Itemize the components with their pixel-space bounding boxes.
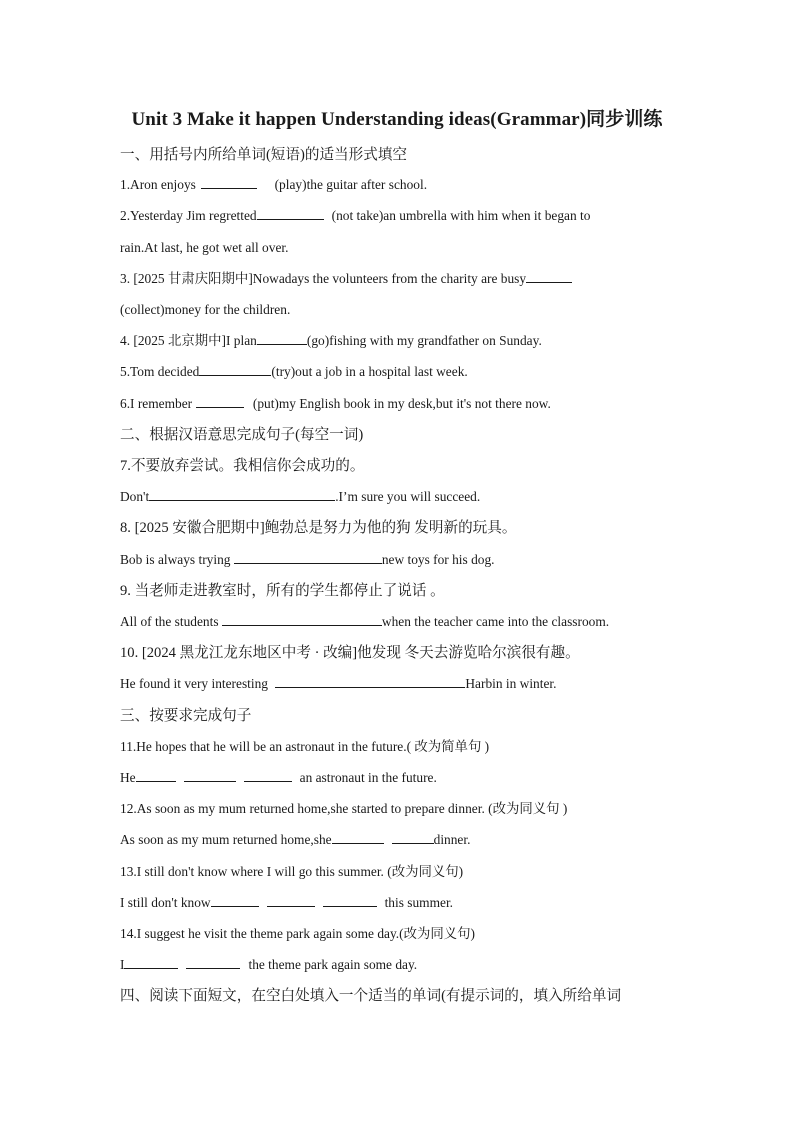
question-4-stem: 4. [2025 北京期中]I plan [120, 333, 257, 348]
question-12-answer [120, 830, 470, 850]
question-6-tail: (put)my English book in my desk,but it's not there now. [252, 396, 551, 411]
question-1-stem: 1.Aron enjoys [120, 177, 196, 192]
question-8-tail: new toys for his dog. [381, 552, 495, 567]
question-9 [120, 612, 609, 632]
question-5 [120, 362, 468, 382]
answer-blank[interactable] [222, 612, 382, 626]
question-13-answer [120, 893, 453, 913]
question-2-stem: 2.Yesterday Jim regretted [120, 208, 257, 223]
page-title: Unit 3 Make it happen Understanding ideas(Grammar)同步训练 [131, 109, 663, 130]
question-13-tail: this summer. [384, 895, 454, 910]
answer-blank[interactable] [124, 955, 178, 969]
question-14: 14.I suggest he visit the theme park again some day.(改为同义句) [120, 926, 476, 941]
question-11-stem: He [120, 770, 136, 785]
section-2-heading: 二、根据汉语意思完成句子(每空一词) [120, 427, 364, 443]
question-12-stem: As soon as my mum returned home,she [120, 832, 332, 847]
answer-blank[interactable] [211, 893, 259, 907]
question-11: 11.He hopes that he will be an astronaut in the future.( 改为简单句 ) [120, 739, 490, 754]
question-13: 13.I still don't know where I will go this summer. (改为同义句) [120, 864, 464, 879]
question-10-prompt: 10. [2024 黑龙江龙东地区中考 · 改编]他发现 冬天去游览哈尔滨很有趣。 [120, 645, 580, 661]
question-1-tail: (play)the guitar after school. [274, 177, 428, 192]
answer-blank[interactable] [526, 269, 572, 283]
question-3-stem: 3. [2025 甘肃庆阳期中]Nowadays the volunteers from the charity are busy [120, 271, 527, 286]
question-7-prompt: 7.不要放弃尝试。我相信你会成功的。 [120, 458, 365, 474]
question-10-tail: Harbin in winter. [465, 676, 557, 691]
question-8-stem: Bob is always trying [120, 552, 231, 567]
question-14-tail: the theme park again some day. [248, 957, 418, 972]
question-4 [120, 331, 542, 351]
question-9-tail: when the teacher came into the classroom. [381, 614, 610, 629]
answer-blank[interactable] [332, 830, 384, 844]
question-11-answer [120, 768, 437, 788]
section-1-heading: 一、用括号内所给单词(短语)的适当形式填空 [120, 147, 408, 163]
question-14-stem: I [120, 957, 125, 972]
question-9-stem: All of the students [120, 614, 219, 629]
question-1 [120, 175, 427, 195]
question-3-continued: (collect)money for the children. [120, 302, 291, 317]
answer-blank[interactable] [201, 175, 257, 189]
question-2 [120, 206, 590, 226]
question-6-stem: 6.I remember [120, 396, 193, 411]
answer-blank[interactable] [275, 674, 465, 688]
answer-blank[interactable] [392, 830, 434, 844]
answer-blank[interactable] [234, 550, 382, 564]
question-6 [120, 394, 551, 414]
answer-blank[interactable] [199, 362, 271, 376]
question-4-tail: (go)fishing with my grandfather on Sunday. [306, 333, 542, 348]
answer-blank[interactable] [184, 768, 236, 782]
section-4-heading: 四、阅读下面短文，在空白处填入一个适当的单词(有提示词的，填入所给单词 [120, 988, 622, 1004]
question-13-stem: I still don't know [120, 895, 211, 910]
answer-blank[interactable] [323, 893, 377, 907]
question-5-tail: (try)out a job in a hospital last week. [271, 364, 468, 379]
answer-blank[interactable] [196, 394, 244, 408]
answer-blank[interactable] [257, 206, 324, 220]
question-12-tail: dinner. [433, 832, 471, 847]
question-8 [120, 550, 495, 570]
question-7-stem: Don't [120, 489, 150, 504]
question-2-continued: rain.At last, he got wet all over. [120, 240, 289, 255]
question-2-tail: (not take)an umbrella with him when it began to [331, 208, 591, 223]
question-12: 12.As soon as my mum returned home,she started to prepare dinner. (改为同义句 ) [120, 801, 568, 816]
section-3-heading: 三、按要求完成句子 [120, 708, 252, 724]
question-10 [120, 674, 557, 694]
answer-blank[interactable] [267, 893, 315, 907]
answer-blank[interactable] [136, 768, 176, 782]
answer-blank[interactable] [186, 955, 240, 969]
question-7 [120, 487, 480, 507]
question-3 [120, 269, 572, 289]
answer-blank[interactable] [149, 487, 335, 501]
question-8-prompt: 8. [2025 安徽合肥期中]鲍勃总是努力为他的狗 发明新的玩具。 [120, 520, 517, 536]
answer-blank[interactable] [244, 768, 292, 782]
answer-blank[interactable] [257, 331, 307, 345]
question-11-tail: an astronaut in the future. [299, 770, 437, 785]
question-5-stem: 5.Tom decided [120, 364, 200, 379]
question-10-stem: He found it very interesting [120, 676, 269, 691]
question-14-answer [120, 955, 417, 975]
question-9-prompt: 9. 当老师走进教室时，所有的学生都停止了说话 。 [120, 583, 445, 599]
question-7-tail: .I’m sure you will succeed. [335, 489, 481, 504]
